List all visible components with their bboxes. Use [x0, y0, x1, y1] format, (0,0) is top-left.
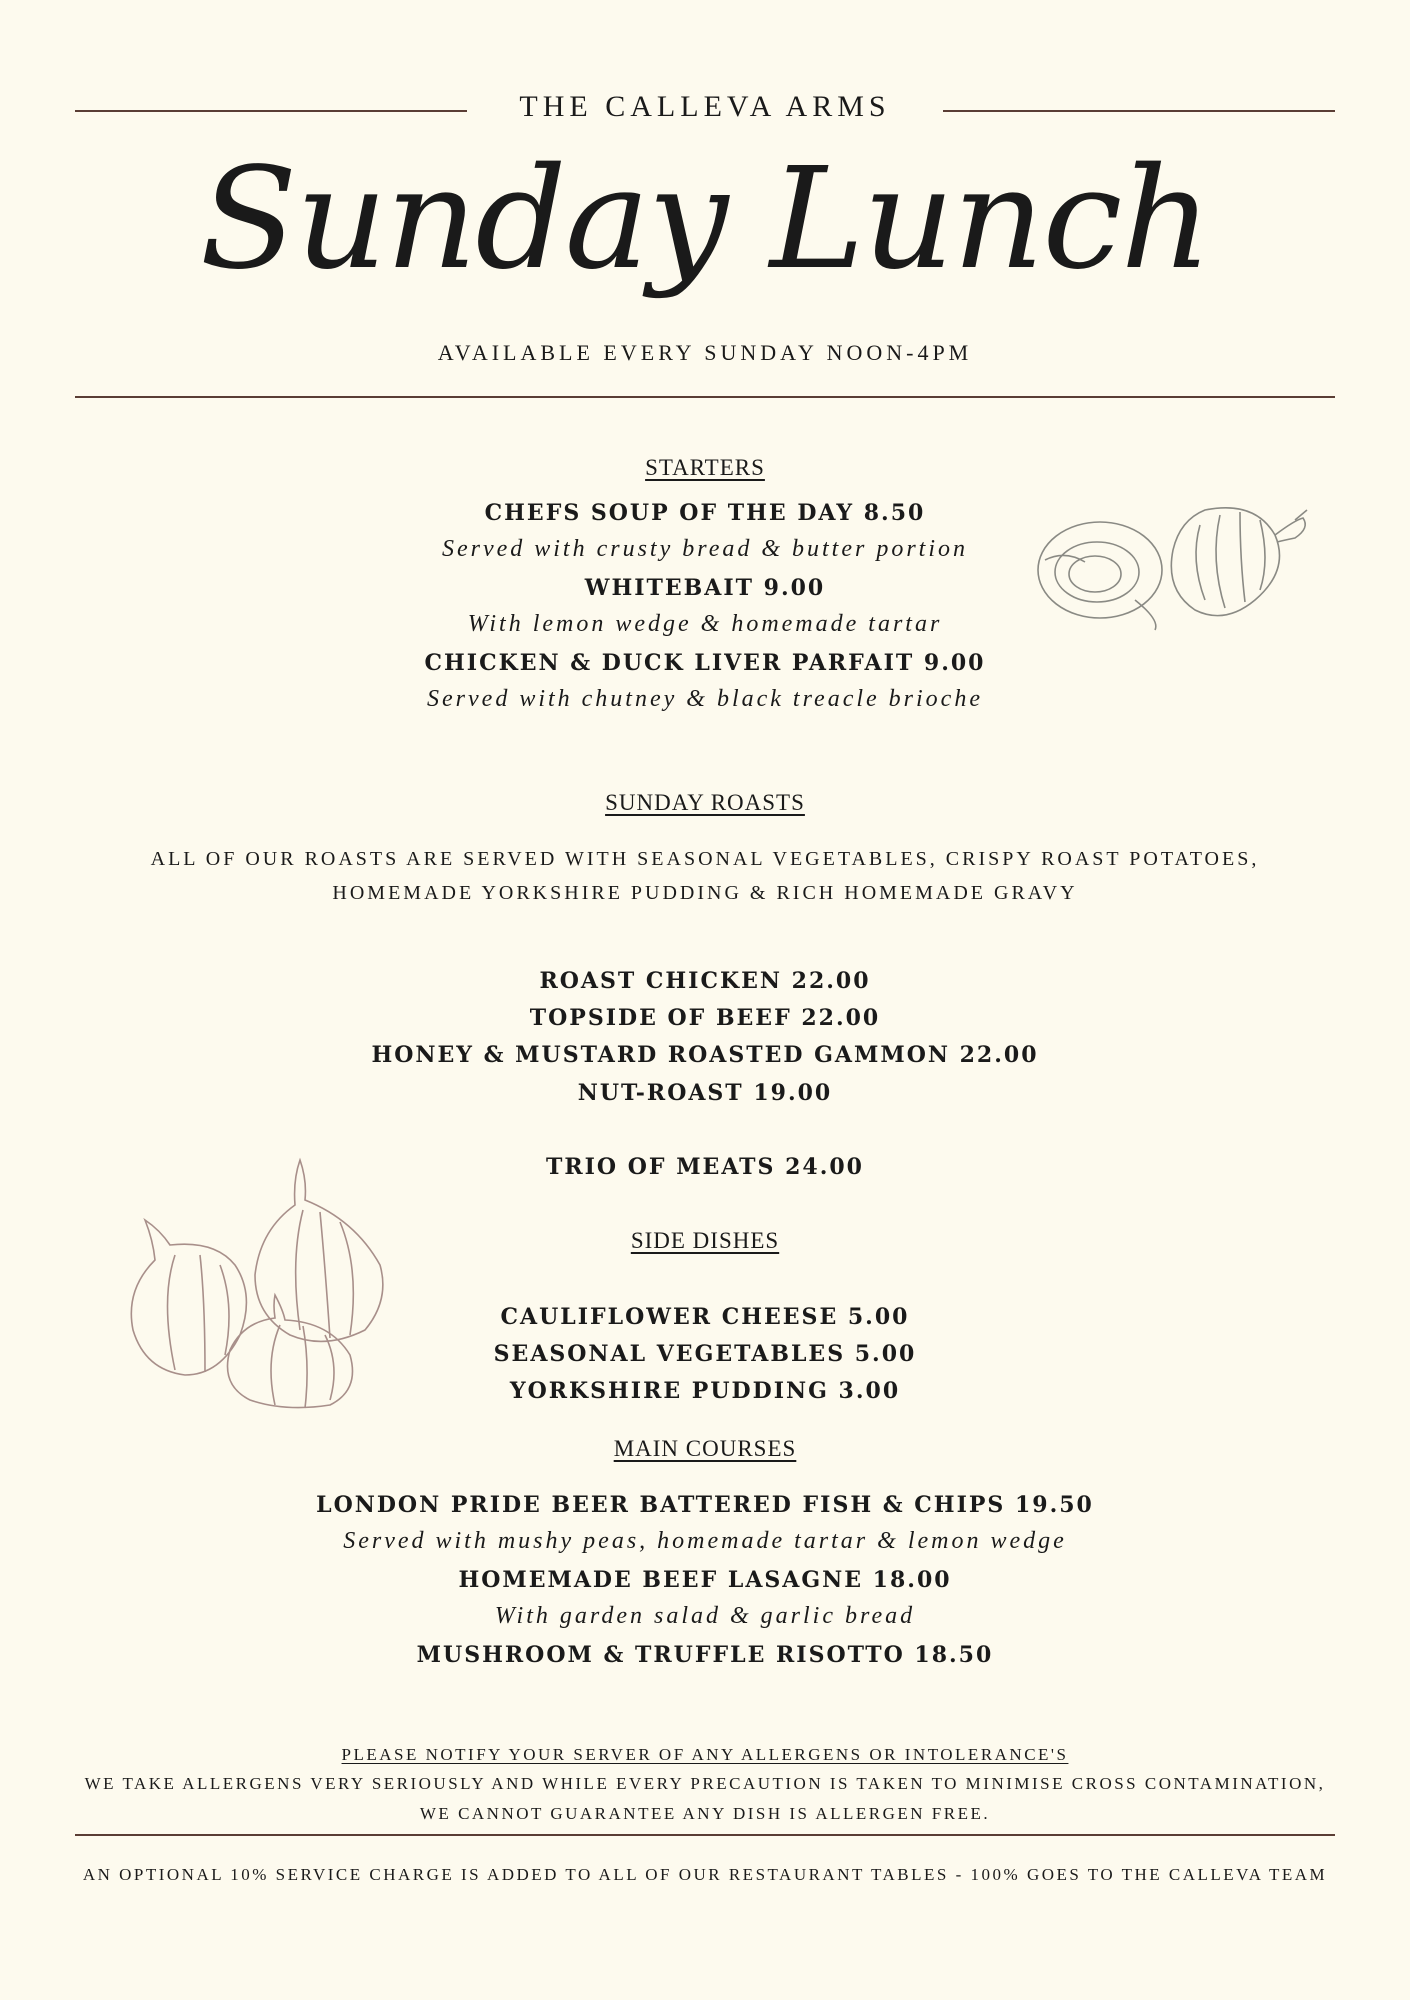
roast-item-3: HONEY & MUSTARD ROASTED GAMMON 22.00: [371, 1042, 1039, 1068]
side-item-2: SEASONAL VEGETABLES 5.00: [493, 1341, 917, 1367]
sides-heading: SIDE DISHES: [630, 1228, 780, 1253]
availability-text: AVAILABLE EVERY SUNDAY NOON-4PM: [437, 340, 973, 365]
garlic-illustration-icon: [125, 1150, 395, 1410]
starter-desc-2: With lemon wedge & homemade tartar: [467, 611, 943, 637]
side-item-1: CAULIFLOWER CHEESE 5.00: [500, 1304, 910, 1330]
main-desc-2: With garden salad & garlic bread: [494, 1603, 916, 1629]
roasts-heading: SUNDAY ROASTS: [605, 790, 805, 815]
allergen-line2: WE CANNOT GUARANTEE ANY DISH IS ALLERGEN FREE.: [419, 1804, 991, 1823]
starter-item-3: CHICKEN & DUCK LIVER PARFAIT 9.00: [424, 650, 986, 676]
main-desc-1: Served with mushy peas, homemade tartar & lemon wedge: [343, 1528, 1067, 1554]
mains-heading: MAIN COURSES: [613, 1436, 797, 1461]
main-item-1: LONDON PRIDE BEER BATTERED FISH & CHIPS 19.50: [316, 1492, 1094, 1518]
roast-item-4: NUT-ROAST 19.00: [577, 1080, 833, 1106]
service-charge-note: AN OPTIONAL 10% SERVICE CHARGE IS ADDED TO ALL OF OUR RESTAURANT TABLES - 100% GOES TO THE CALLEVA TEAM: [82, 1865, 1328, 1884]
roasts-note-line2: HOMEMADE YORKSHIRE PUDDING & RICH HOMEMADE GRAVY: [332, 882, 1078, 904]
starters-heading: STARTERS: [645, 455, 765, 480]
starter-desc-1: Served with crusty bread & butter portion: [441, 536, 969, 562]
starter-item-2: WHITEBAIT 9.00: [584, 575, 826, 601]
roasts-note-line1: ALL OF OUR ROASTS ARE SERVED WITH SEASONAL VEGETABLES, CRISPY ROAST POTATOES,: [150, 848, 1260, 870]
allergen-heading: PLEASE NOTIFY YOUR SERVER OF ANY ALLERGENS OR INTOLERANCE'S: [341, 1745, 1069, 1764]
roast-item-1: ROAST CHICKEN 22.00: [539, 968, 871, 994]
main-item-3: MUSHROOM & TRUFFLE RISOTTO 18.50: [416, 1642, 994, 1668]
starter-desc-3: Served with chutney & black treacle brioche: [427, 686, 983, 712]
header-rule-bottom: [75, 396, 1335, 398]
roast-item-2: TOPSIDE OF BEEF 22.00: [529, 1005, 881, 1031]
side-item-3: YORKSHIRE PUDDING 3.00: [509, 1378, 901, 1404]
main-item-2: HOMEMADE BEEF LASAGNE 18.00: [458, 1567, 952, 1593]
footer-rule: [75, 1834, 1335, 1836]
venue-name: THE CALLEVA ARMS: [519, 90, 891, 123]
roast-item-5: TRIO OF MEATS 24.00: [545, 1154, 864, 1180]
allergen-line1: WE TAKE ALLERGENS VERY SERIOUSLY AND WHILE EVERY PRECAUTION IS TAKEN TO MINIMISE CROSS CONTAMINATION,: [84, 1774, 1326, 1793]
starter-item-1: CHEFS SOUP OF THE DAY 8.50: [484, 500, 926, 526]
page-title: Sunday Lunch: [199, 138, 1211, 301]
